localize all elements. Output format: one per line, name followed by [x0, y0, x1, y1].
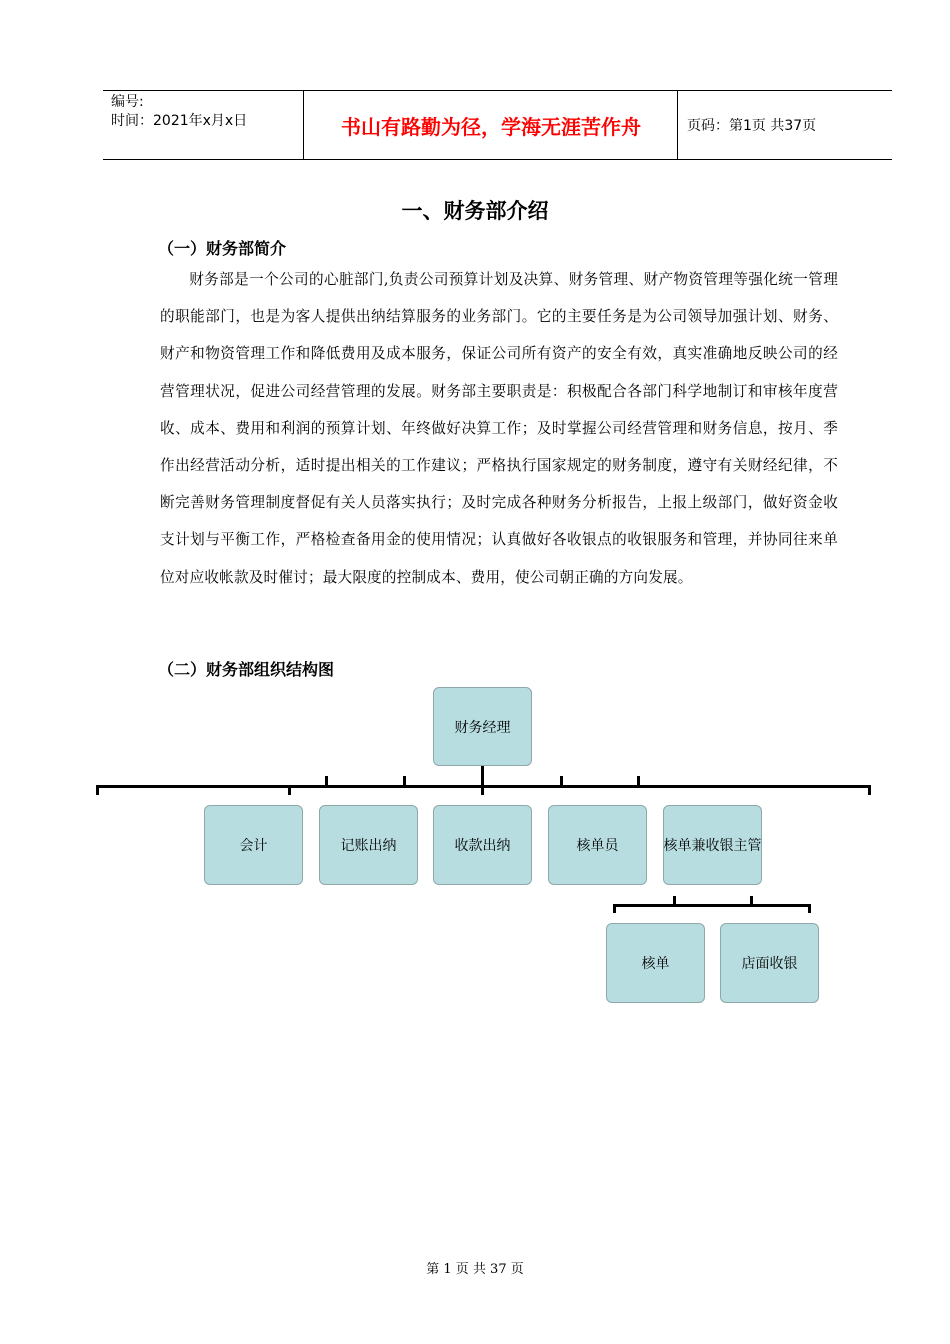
org-node-receipts-cashier: 收款出纳: [433, 805, 532, 885]
org-connector-tick: [808, 904, 811, 913]
org-node-accountant: 会计: [204, 805, 303, 885]
number-label: 编号:: [111, 94, 144, 110]
org-connector-sub: [613, 904, 811, 907]
section-heading-intro: （一）财务部简介: [158, 239, 287, 258]
org-node-audit-cashier-supervisor: [663, 805, 762, 885]
org-connector-tick: [613, 904, 616, 913]
org-connector-tick: [868, 785, 871, 795]
org-connector-tick: [637, 776, 640, 786]
org-node-audit: 核单: [606, 923, 705, 1003]
org-connector-tick: [560, 776, 563, 786]
org-connector-tick: [96, 785, 99, 795]
org-node-store-cashier: 店面收银: [720, 923, 819, 1003]
section-heading-org-chart: （二）财务部组织结构图: [158, 660, 335, 679]
org-node-label: 核单兼收银主管: [663, 838, 762, 854]
org-connector-tick: [481, 766, 484, 795]
header-motto: 书山有路勤为径，学海无涯苦作舟: [341, 114, 641, 139]
header-page-info: 页码：第1页 共37页: [687, 118, 817, 134]
time-label: 时间：2021年x月x日: [111, 113, 248, 129]
org-connector-tick: [288, 785, 291, 795]
org-connector-tick: [750, 896, 753, 905]
org-node-manager: 财务经理: [433, 687, 532, 766]
header-left-cell: [111, 93, 247, 131]
header-table: [103, 90, 892, 160]
org-connector-tick: [325, 776, 328, 786]
section-body-intro: 财务部是一个公司的心脏部门,负责公司预算计划及决算、财务管理、财产物资管理等强化统一管理的职能部门，也是为客人提供出纳结算服务的业务部门。它的主要任务是为公司领导加强计划、财务、财产和物资管理工作和降低费用及成本服务，保证公司所有资产的安全有效，真实准确地反映公司的经营管理状况，促进公司经营管理的发展。财务部主要职责是：积极配合各部门科学地制订和审核年度营收、成本、费用和利润的预算计划、年终做好决算工作；及时掌握公司经营管理和财务信息，按月、季作出经营活动分析，适时提出相关的工作建议；严格执行国家规定的财务制度，遵守有关财经纪律，不断完善财务管理制度督促有关人员落实执行；及时完成各种财务分析报告，上报上级部门，做好资金收支计划与平衡工作，严格检查备用金的使用情况；认真做好各收银点的收银服务和管理，并协同往来单位对应收帐款及时催讨；最大限度的控制成本、费用，使公司朝正确的方向发展。: [160, 271, 838, 586]
org-connector-tick: [403, 776, 406, 786]
page-footer: 第 1 页 共 37 页: [426, 1262, 524, 1277]
org-node-bookkeeping-cashier: 记账出纳: [319, 805, 418, 885]
org-node-auditor: 核单员: [548, 805, 647, 885]
org-connector-tick: [673, 896, 676, 905]
page-title: 一、财务部介绍: [401, 198, 549, 223]
